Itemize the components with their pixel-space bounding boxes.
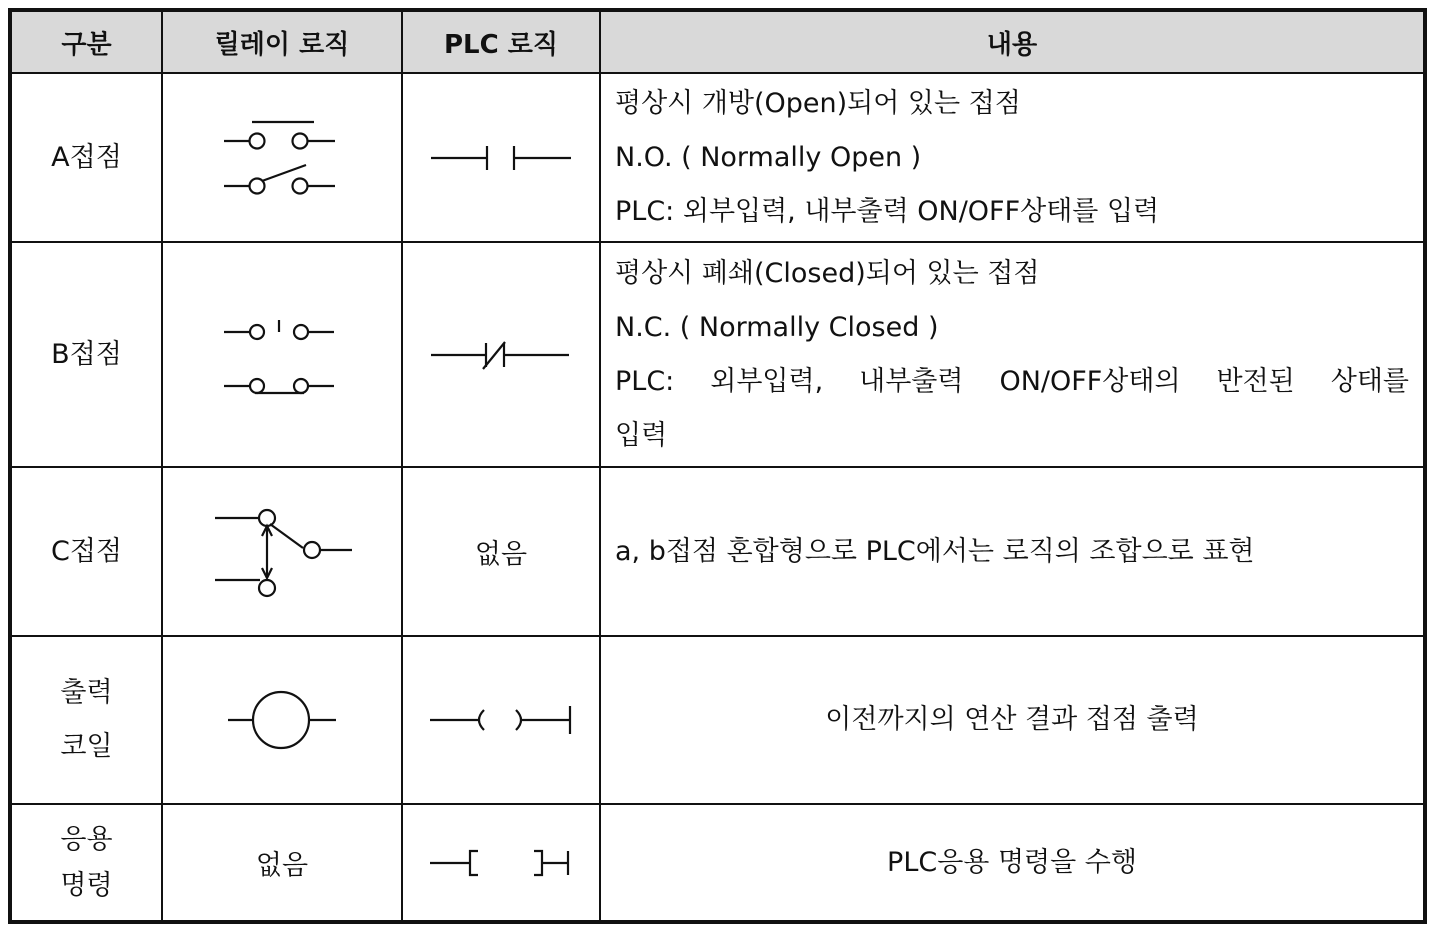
relay-coil-icon (226, 688, 338, 752)
plc-no-contact-icon (431, 144, 571, 172)
plc-output-coil-icon (430, 704, 572, 736)
category-c-contact: C접점 (10, 467, 162, 636)
plc-none-c-contact: 없음 (402, 467, 600, 636)
description-line: 이전까지의 연산 결과 접점 출력 (825, 704, 1199, 735)
table-row-application-instruction (10, 804, 1425, 922)
plc-nc-contact-icon (431, 339, 571, 371)
description-line: 평상시 개방(Open)되어 있는 접점 (615, 87, 1021, 119)
relay-nc-contact-icon (222, 318, 342, 392)
description-line: N.C. ( Normally Closed ) (615, 311, 939, 343)
description-line: N.O. ( Normally Open ) (615, 141, 922, 173)
description-line: a, b접점 혼합형으로 PLC에서는 로직의 조합으로 표현 (615, 535, 1255, 567)
table-row-b-contact (10, 242, 1425, 467)
category-a-contact: A접점 (10, 73, 162, 242)
description-line: PLC응용 명령을 수행 (887, 846, 1137, 878)
table-row-output-coil (10, 636, 1425, 804)
table-row-a-contact (10, 73, 1425, 242)
category-application-instruction: 응용 명령 (10, 804, 162, 922)
description-c-contact (600, 467, 1425, 636)
description-application-instruction (600, 804, 1425, 922)
header-plc-logic: PLC 로직 (402, 10, 600, 73)
header-relay-logic: 릴레이 로직 (162, 10, 402, 73)
description-line: 평상시 폐쇄(Closed)되어 있는 접점 (615, 257, 1040, 289)
relay-changeover-contact-icon (210, 506, 355, 598)
plc-application-instruction-icon (430, 848, 572, 878)
header-row (10, 10, 1425, 73)
header-category: 구분 (10, 10, 162, 73)
category-output-coil: 출력 코일 (10, 636, 162, 804)
description-line: PLC: 외부입력, 내부출력 ON/OFF상태의 반전된 상태를 (615, 365, 1409, 397)
description-a-contact (600, 73, 1425, 242)
relay-none-application-instruction: 없음 (162, 804, 402, 922)
table-row-c-contact (10, 467, 1425, 636)
relay-no-contact-icon (222, 118, 342, 198)
description-line: PLC: 외부입력, 내부출력 ON/OFF상태를 입력 (615, 195, 1160, 227)
plc-contact-table (8, 8, 1427, 924)
description-line: 입력 (615, 419, 668, 451)
description-b-contact (600, 242, 1425, 467)
category-b-contact: B접점 (10, 242, 162, 467)
header-description: 내용 (600, 10, 1425, 73)
description-output-coil (600, 636, 1425, 804)
